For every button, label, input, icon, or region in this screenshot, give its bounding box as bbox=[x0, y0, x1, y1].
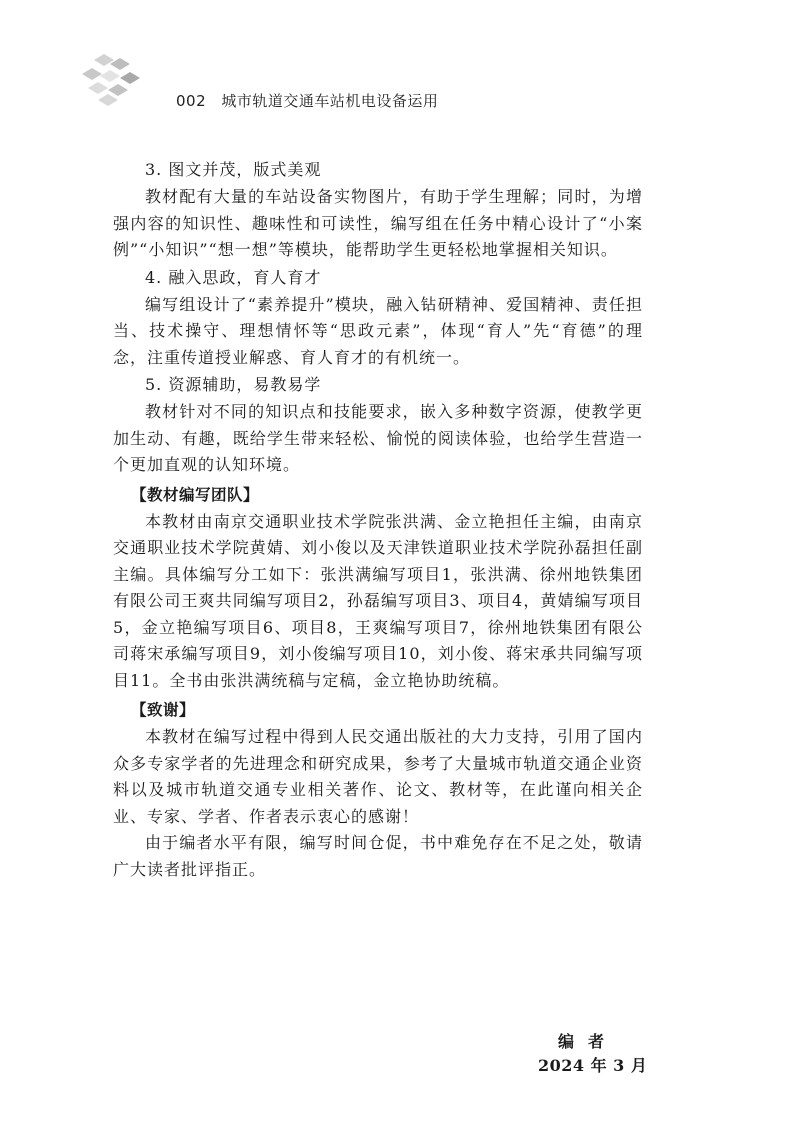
page-header bbox=[176, 90, 438, 111]
section-title: 【致谢】 bbox=[131, 701, 196, 719]
body-paragraph: 教材配有大量的车站设备实物图片，有助于学生理解；同时，为增强内容的知识性、趣味性和可读性，编写组在任务中精心设计了“小案例”“小知识”“想一想”等模块，能帮助学生更轻松地掌握相关知识。 bbox=[113, 187, 643, 259]
body-paragraph: 本教材由南京交通职业技术学院张洪满、金立艳担任主编，由南京交通职业技术学院黄婧、刘小俊以及天津铁道职业技术学院孙磊担任副主编。具体编写分工如下：张洪满编写项目1，张洪满、徐州地铁集团有限公司王爽共同编写项目2，孙磊编写项目3、项目4，黄婧编写项目5，金立艳编写项目6、项目8，王爽编写项目7，徐州地铁集团有限公司蒋宋承编写项目9，刘小俊编写项目10，刘小俊、蒋宋承共同编写项目11。全书由张洪满统稿与定稿，金立艳协助统稿。 bbox=[113, 511, 643, 690]
body-paragraph: 教材针对不同的知识点和技能要求，嵌入多种数字资源，使教学更加生动、有趣，既给学生带来轻松、愉悦的阅读体验，也给学生营造一个更加直观的认知环境。 bbox=[113, 402, 643, 474]
body-paragraph: 由于编者水平有限，编写时间仓促，书中难免存在不足之处，敬请广大读者批评指正。 bbox=[113, 833, 643, 879]
book-title: 城市轨道交通车站机电设备运用 bbox=[221, 92, 439, 110]
body-paragraph: 本教材在编写过程中得到人民交通出版社的大力支持，引用了国内众多专家学者的先进理念和研究成果，参考了大量城市轨道交通企业资料以及城市轨道交通专业相关著作、论文、教材等，在此谨向相关企业、专家、学者、作者表示衷心的感谢！ bbox=[113, 727, 643, 826]
signature-author: 编者 bbox=[558, 1032, 619, 1051]
body-paragraph: 编写组设计了“素养提升”模块，融入钻研精神、爱国精神、责任担当、技术操守、理想情怀等“思政元素”，体现“育人”先“育德”的理念，注重传道授业解惑、育人育才的有机统一。 bbox=[113, 294, 643, 367]
section-title: 【教材编写团队】 bbox=[131, 485, 260, 504]
publisher-logo-icon bbox=[74, 52, 144, 112]
feature-heading: 4. 融入思政，育人育才 bbox=[145, 267, 322, 287]
feature-heading: 5. 资源辅助，易教易学 bbox=[145, 375, 322, 394]
page-number: 002 bbox=[176, 92, 207, 110]
signature-date: 2024 年 3 月 bbox=[538, 1056, 648, 1075]
page-body bbox=[113, 156, 643, 883]
signature-block bbox=[538, 1030, 647, 1078]
feature-heading: 3. 图文并茂，版式美观 bbox=[145, 160, 322, 179]
